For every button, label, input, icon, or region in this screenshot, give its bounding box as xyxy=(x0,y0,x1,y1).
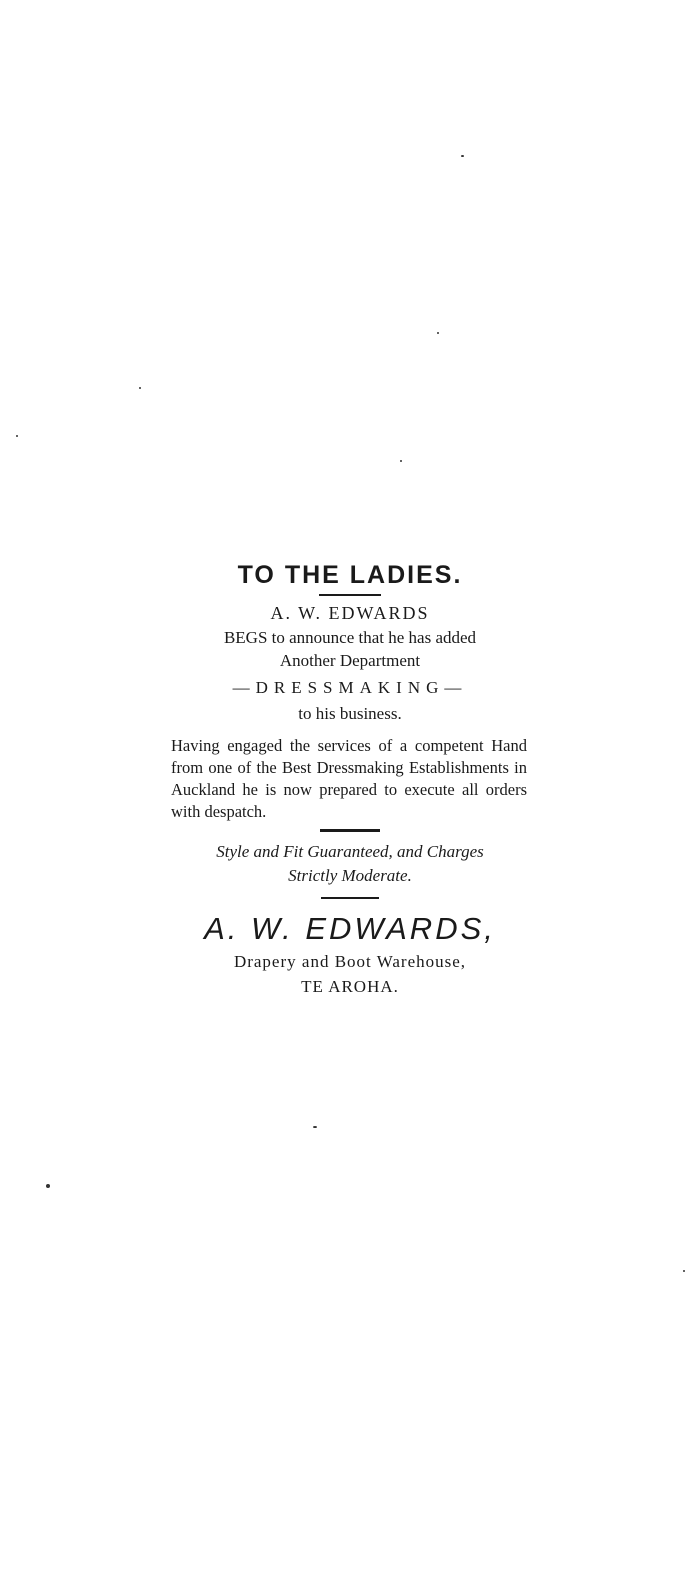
divider-rule xyxy=(321,897,379,899)
divider-rule xyxy=(319,594,381,596)
dressmaking-line: —DRESSMAKING— xyxy=(232,678,468,697)
warehouse-line: Drapery and Boot Warehouse, xyxy=(233,952,467,971)
divider-rule xyxy=(320,829,380,832)
print-speck xyxy=(437,332,439,334)
advertiser-name: A. W. EDWARDS xyxy=(270,603,430,623)
print-speck xyxy=(400,460,402,462)
print-speck xyxy=(683,1270,685,1272)
business-line: to his business. xyxy=(298,704,402,723)
print-speck xyxy=(16,435,18,437)
print-speck xyxy=(46,1184,50,1188)
moderate-line: Strictly Moderate. xyxy=(288,866,412,885)
print-speck xyxy=(139,387,141,389)
location-line: TE AROHA. xyxy=(301,977,399,996)
dressmaking-advertisement xyxy=(150,558,550,999)
guarantee-line: Style and Fit Guaranteed, and Charges xyxy=(216,842,484,861)
advert-heading: TO THE LADIES. xyxy=(237,561,463,589)
print-speck xyxy=(313,1126,317,1128)
services-paragraph: Having engaged the services of a competent Hand from one of the Best Dressmaking Establishments in Auckland he is now prepared to execute all orders with despatch. xyxy=(171,736,527,821)
announcement-line: BEGS to announce that he has added xyxy=(223,628,477,647)
print-speck xyxy=(461,155,464,157)
signature-name: A. W. EDWARDS, xyxy=(204,911,496,946)
department-line: Another Department xyxy=(279,651,421,670)
